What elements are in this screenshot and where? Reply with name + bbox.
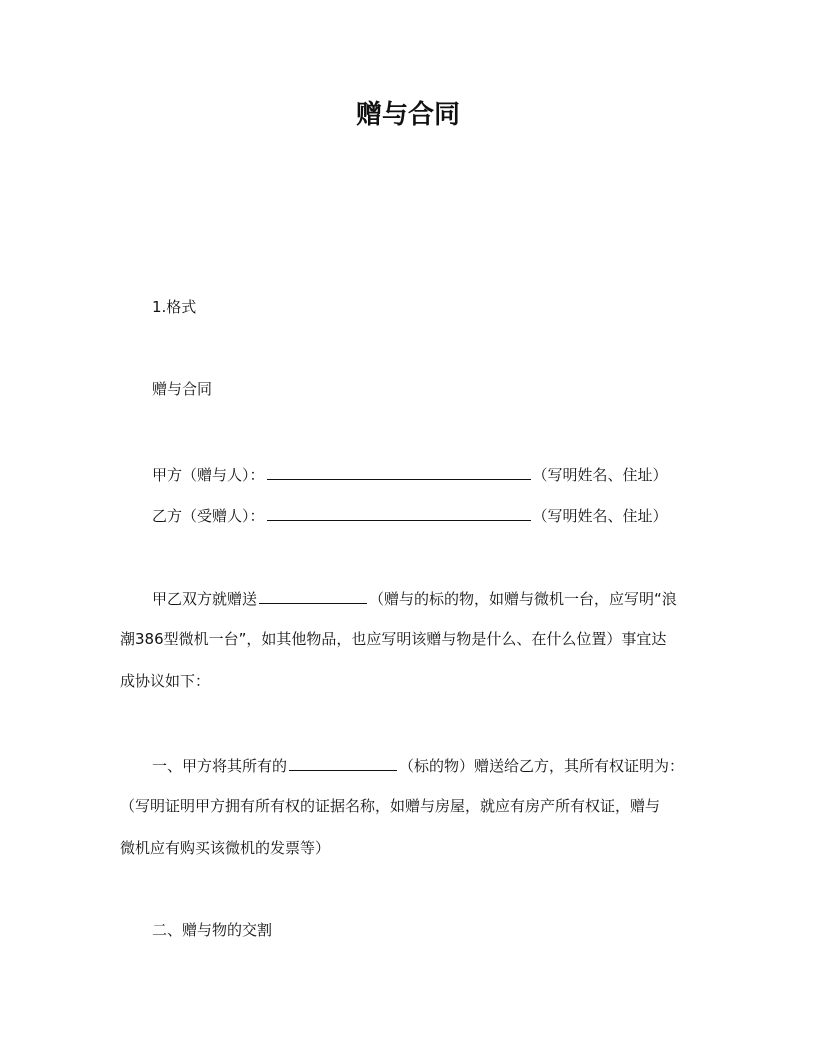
party-a-blank[interactable]: [267, 463, 531, 480]
clause1-line1-rest: （标的物）赠送给乙方，其所有权证明为：: [399, 757, 685, 775]
clause1-line-3: 微机应有购买该微机的发票等）: [120, 839, 331, 857]
subject-blank[interactable]: [289, 754, 397, 771]
clause1-lead: 一、甲方将其所有的: [152, 757, 288, 775]
clause1-line-1: [152, 754, 732, 776]
party-a-note: （写明姓名、住址）: [532, 466, 668, 484]
party-b-note: （写明姓名、住址）: [532, 507, 668, 525]
intro-line-3: 成协议如下：: [120, 672, 211, 690]
party-b-blank[interactable]: [267, 504, 531, 521]
intro-line-1: [152, 587, 732, 609]
contract-subtitle: 赠与合同: [152, 380, 213, 398]
section-format: 1.格式: [152, 298, 197, 316]
clause2-heading: 二、赠与物的交割: [152, 921, 273, 939]
gift-item-blank[interactable]: [259, 587, 367, 604]
clause1-line-2: （写明证明甲方拥有所有权的证据名称，如赠与房屋，就应有房产所有权证，赠与: [120, 797, 661, 815]
party-b-row: [152, 504, 732, 526]
party-a-row: [152, 463, 732, 485]
intro-line-2: 潮386型微机一台”，如其他物品，也应写明该赠与物是什么、在什么位置）事宜达: [120, 630, 667, 648]
intro-line1-rest: （赠与的标的物，如赠与微机一台，应写明“浪: [369, 590, 677, 608]
party-b-label: 乙方（受赠人）：: [152, 507, 265, 525]
document-title: 赠与合同: [355, 100, 460, 130]
party-a-label: 甲方（赠与人）：: [152, 466, 265, 484]
intro-lead: 甲乙双方就赠送: [152, 590, 258, 608]
